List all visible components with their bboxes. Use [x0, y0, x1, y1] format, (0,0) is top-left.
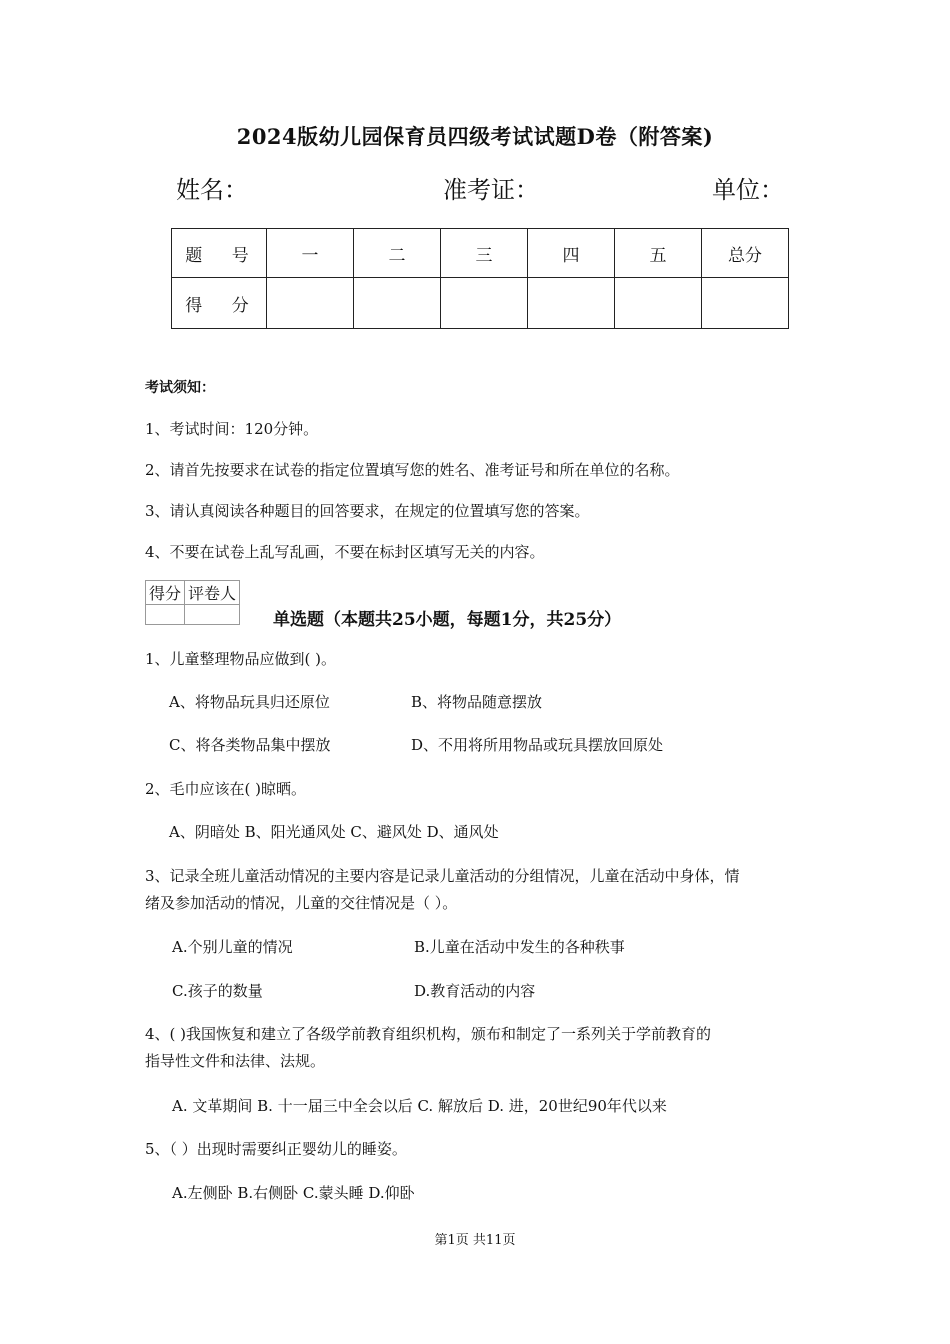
question-4-line2: 指导性文件和法律、法规。 [145, 1052, 326, 1070]
option-1c: C、将各类物品集中摆放 [169, 736, 331, 754]
options-5: A.左侧卧 B.右侧卧 C.蒙头睡 D.仰卧 [172, 1184, 415, 1202]
score-cell-blank[interactable] [615, 278, 702, 329]
score-cell-blank[interactable] [267, 278, 354, 329]
option-1d: D、不用将所用物品或玩具摆放回原处 [411, 736, 664, 754]
score-table-cell: 三 [441, 229, 528, 278]
score-table-cell: 一 [267, 229, 354, 278]
score-table-score-row [172, 278, 789, 329]
score-cell-blank[interactable] [441, 278, 528, 329]
score-table-cell: 得 分 [172, 278, 267, 329]
score-cell-blank[interactable] [528, 278, 615, 329]
options-4: A. 文革期间 B. 十一届三中全会以后 C. 解放后 D. 进，20世纪90年代以来 [172, 1097, 667, 1115]
score-cell-blank[interactable] [702, 278, 789, 329]
grader-score-blank[interactable] [146, 605, 185, 625]
question-1: 1、儿童整理物品应做到( )。 [145, 650, 337, 668]
score-table-cell: 总分 [702, 229, 789, 278]
grader-name-blank[interactable] [185, 605, 240, 625]
unit-field-label: 单位： [712, 176, 784, 204]
option-1b: B、将物品随意摆放 [411, 693, 543, 711]
option-3b: B.儿童在活动中发生的各种秩事 [414, 938, 625, 956]
score-table-cell: 二 [354, 229, 441, 278]
score-cell-blank[interactable] [354, 278, 441, 329]
notice-item: 4、不要在试卷上乱写乱画，不要在标封区填写无关的内容。 [145, 543, 545, 561]
section-title: 单选题（本题共25小题，每题1分，共25分） [273, 610, 622, 630]
exam-id-field-label: 准考证： [443, 176, 539, 204]
question-5: 5、（ ）出现时需要纠正婴幼儿的睡姿。 [145, 1140, 407, 1158]
options-2: A、阴暗处 B、阳光通风处 C、避风处 D、通风处 [169, 823, 499, 841]
name-field-label: 姓名： [176, 176, 248, 204]
question-3-line2: 绪及参加活动的情况，儿童的交往情况是（ ）。 [145, 894, 458, 912]
grader-score-label: 得分 [146, 581, 185, 605]
page-footer: 第1页 共11页 [434, 1233, 516, 1248]
score-table-header-row [172, 229, 789, 278]
option-3c: C.孩子的数量 [172, 982, 263, 1000]
option-1a: A、将物品玩具归还原位 [169, 693, 330, 711]
option-3d: D.教育活动的内容 [414, 982, 536, 1000]
page-title: 2024版幼儿园保育员四级考试试题D卷（附答案) [236, 124, 714, 149]
question-4-line1: 4、( )我国恢复和建立了各级学前教育组织机构，颁布和制定了一系列关于学前教育的 [145, 1025, 712, 1043]
question-3-line1: 3、记录全班儿童活动情况的主要内容是记录儿童活动的分组情况，儿童在活动中身体，情 [145, 867, 740, 885]
score-table-cell: 题 号 [172, 229, 267, 278]
option-3a: A.个别儿童的情况 [172, 938, 293, 956]
score-table-cell: 五 [615, 229, 702, 278]
notice-heading: 考试须知： [145, 380, 215, 396]
score-table-cell: 四 [528, 229, 615, 278]
grader-box [145, 580, 240, 625]
grader-name-label: 评卷人 [185, 581, 240, 605]
question-2: 2、毛巾应该在( )晾晒。 [145, 780, 307, 798]
notice-item: 1、考试时间：120分钟。 [145, 420, 319, 438]
score-table [171, 228, 789, 329]
notice-item: 3、请认真阅读各种题目的回答要求，在规定的位置填写您的答案。 [145, 502, 590, 520]
notice-item: 2、请首先按要求在试卷的指定位置填写您的姓名、准考证号和所在单位的名称。 [145, 461, 680, 479]
